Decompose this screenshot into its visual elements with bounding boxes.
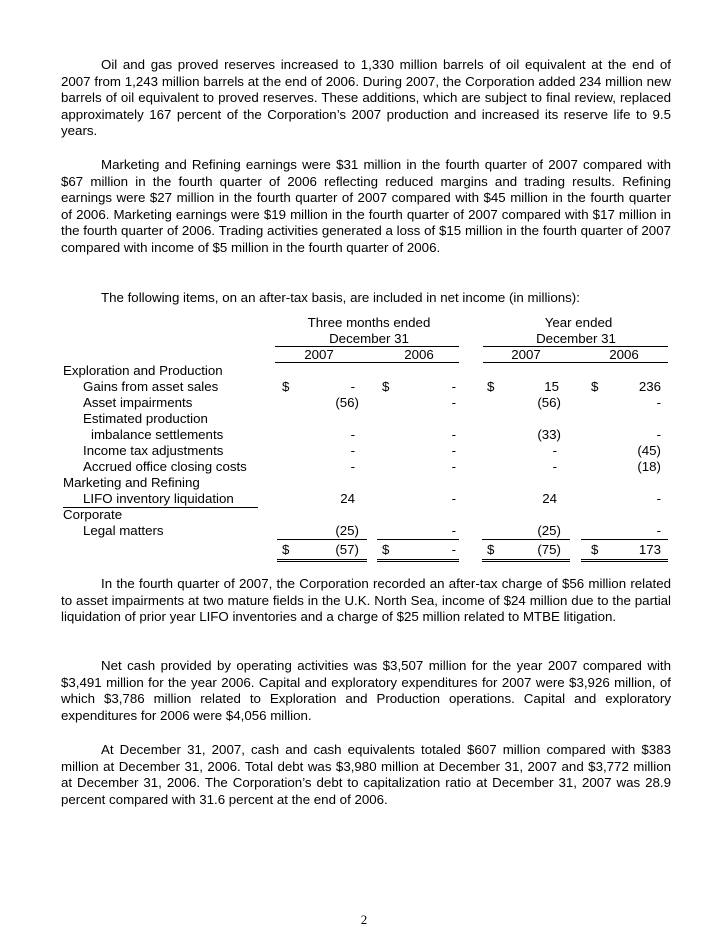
year-header: 2006 — [404, 347, 434, 362]
year-rule-quarter — [275, 362, 459, 363]
table-cell: (33) — [537, 427, 561, 442]
paragraph-cash-flow: Net cash provided by operating activities was $3,507 million for the year 2007 compared with $3,491 million for the year 2006. Capital and exploratory expenditures for 2007 were $3,926 million, of which $3,786 million related to Exploration and Production operations. Capital and exploratory expenditures for 2006 were $4,056 million. — [61, 658, 671, 723]
total-cell: (75) — [537, 542, 561, 557]
dollar-sign: $ — [382, 379, 390, 394]
table-cell: 24 — [542, 491, 557, 506]
table-cell: - — [451, 427, 456, 442]
row-label: imbalance settlements — [91, 427, 224, 442]
total-rule — [277, 559, 367, 562]
table-cell: - — [552, 443, 557, 458]
table-cell: (56) — [335, 395, 359, 410]
dollar-sign: $ — [282, 379, 290, 394]
dollar-sign: $ — [282, 542, 290, 557]
table-cell: - — [350, 427, 355, 442]
row-label: Accrued office closing costs — [83, 459, 247, 474]
year-rule-year — [483, 362, 668, 363]
subtotal-rule — [377, 539, 459, 540]
table-cell: - — [451, 379, 456, 394]
table-cell: (25) — [335, 523, 359, 538]
year-header: 2007 — [511, 347, 541, 362]
table-cell: (18) — [637, 459, 661, 474]
table-cell: - — [451, 443, 456, 458]
subtotal-rule — [482, 539, 570, 540]
page-number: 2 — [360, 912, 368, 927]
group-header-year: Year ended — [544, 315, 613, 330]
section-title: Corporate — [63, 507, 123, 522]
table-cell: 236 — [638, 379, 661, 394]
row-label: Income tax adjustments — [83, 443, 224, 458]
table-cell: - — [350, 459, 355, 474]
row-label: Asset impairments — [83, 395, 193, 410]
table-cell: (25) — [537, 523, 561, 538]
paragraph-cash-debt: At December 31, 2007, cash and cash equivalents totaled $607 million compared with $383 million at December 31, 2006. Total debt was $3,980 million at December 31, 2007 and $3,772 million at December 31, 2006. The Corporation’s debt to capitalization ratio at December 31, 2007 was 28.9 percent compared with 31.6 percent at the end of 2006. — [61, 742, 671, 807]
dollar-sign: $ — [591, 542, 599, 557]
paragraph-marketing-refining: Marketing and Refining earnings were $31 million in the fourth quarter of 2007 compared with $67 million in the fourth quarter of 2006 reflecting reduced margins and trading results. Refining earnings were $27 million in the fourth quarter of 2007 compared with $45 million in the fourth quarter of 2006. Marketing earnings were $19 million in the fourth quarter of 2007 compared with $17 million in the fourth quarter of 2006. Trading activities generated a loss of $15 million in the fourth quarter of 2007 compared with income of $5 million in the fourth quarter of 2006. — [61, 157, 671, 255]
dollar-sign: $ — [591, 379, 599, 394]
group-header-three-months: Three months ended — [307, 315, 431, 330]
subtotal-rule — [277, 539, 367, 540]
year-header: 2006 — [609, 347, 639, 362]
table-cell: (45) — [637, 443, 661, 458]
table-cell: (56) — [537, 395, 561, 410]
table-cell: - — [656, 395, 661, 410]
row-label: Estimated production — [83, 411, 208, 426]
total-cell: (57) — [335, 542, 359, 557]
table-cell: - — [451, 459, 456, 474]
table-cell: - — [656, 491, 661, 506]
paragraph-reserves: Oil and gas proved reserves increased to 1,330 million barrels of oil equivalent at the end of 2007 from 1,243 million barrels at the end of 2006. During 2007, the Corporation added 234 million new barrels of oil equivalent to proved reserves. These additions, which are subject to final review, replaced approximately 167 percent of the Corporation’s 2007 production and increased its reserve life to 9.5 years. — [61, 57, 671, 139]
total-rule — [581, 559, 668, 562]
table-cell: - — [451, 523, 456, 538]
year-header: 2007 — [304, 347, 334, 362]
table-cell: - — [656, 427, 661, 442]
table-cell: - — [451, 395, 456, 410]
group-header-three-months-date: December 31 — [329, 331, 409, 346]
total-cell: 173 — [638, 542, 661, 557]
table-cell: - — [451, 491, 456, 506]
dollar-sign: $ — [487, 379, 495, 394]
subtotal-rule — [581, 539, 668, 540]
dollar-sign: $ — [382, 542, 390, 557]
table-intro: The following items, on an after-tax basis, are included in net income (in millions): — [101, 290, 580, 305]
total-rule — [377, 559, 459, 562]
paragraph-q4-charges: In the fourth quarter of 2007, the Corporation recorded an after-tax charge of $56 million related to asset impairments at two mature fields in the U.K. North Sea, income of $24 million due to the partial liquidation of prior year LIFO inventories and a charge of $25 million related to MTBE litigation. — [61, 576, 671, 625]
section-title: Marketing and Refining — [63, 475, 200, 490]
table-cell: 24 — [340, 491, 355, 506]
total-rule — [482, 559, 570, 562]
table-cell: - — [350, 379, 355, 394]
table-cell: - — [656, 523, 661, 538]
row-label: Gains from asset sales — [83, 379, 219, 394]
dollar-sign: $ — [487, 542, 495, 557]
row-label: LIFO inventory liquidation — [83, 491, 234, 506]
group-header-year-date: December 31 — [536, 331, 616, 346]
table-cell: - — [350, 443, 355, 458]
section-title: Exploration and Production — [63, 363, 223, 378]
total-cell: - — [451, 542, 456, 557]
table-cell: - — [552, 459, 557, 474]
table-cell: 15 — [544, 379, 559, 394]
row-label: Legal matters — [83, 523, 164, 538]
